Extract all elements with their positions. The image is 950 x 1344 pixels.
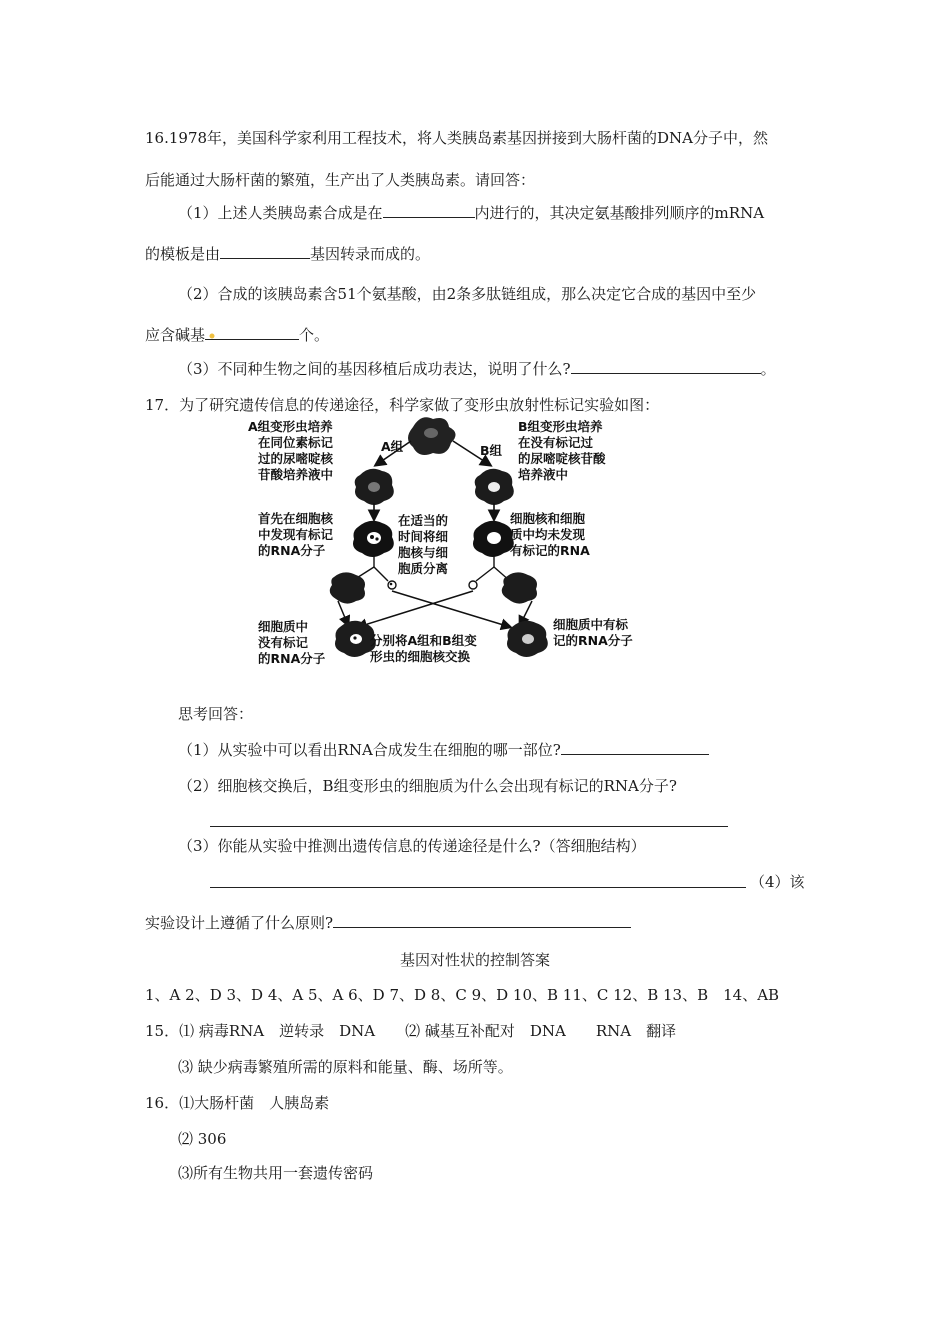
answer-16-line1: 16．⑴大肠杆菌 人胰岛素: [145, 1094, 330, 1112]
amoeba-experiment-diagram: [248, 405, 668, 673]
a-desc-line: 苷酸培养液中: [258, 467, 334, 482]
left-result-label: [258, 619, 326, 666]
a-desc: [248, 419, 334, 482]
answer-15-line1: 15．⑴ 病毒RNA 逆转录 DNA ⑵ 碱基互补配对 DNA RNA 翻译: [145, 1022, 677, 1040]
answers-mc: 1、A 2、D 3、D 4、A 5、A 6、D 7、D 8、C 9、D 10、B 11、C 12、B 13、B 14、AB: [145, 986, 780, 1004]
b-none-line: 质中均未发现: [510, 527, 586, 542]
left-result-line: 的RNA分子: [258, 651, 326, 666]
amoeba-top-icon: [408, 417, 456, 455]
swap-line: 形虫的细胞核交换: [370, 649, 471, 664]
q17-think: 思考回答：: [178, 705, 254, 723]
q16-p2-blank[interactable]: [205, 325, 299, 340]
left-result-line: 细胞质中: [258, 619, 309, 634]
q16-p1-text-c: 的模板是由: [145, 245, 221, 263]
answer-16-line3: ⑶所有生物共用一套遗传密码: [178, 1164, 374, 1182]
q17-p1-blank[interactable]: [561, 740, 709, 755]
b-desc-line: 的尿嘧啶核苷酸: [518, 451, 606, 466]
cursor-mark-icon: [209, 333, 215, 339]
left-result-line: 没有标记: [258, 635, 309, 650]
a-nucleus-line: 中发现有标记: [258, 527, 334, 542]
b-none-label: [510, 511, 590, 558]
q17-p1-text: （1）从实验中可以看出RNA合成发生在细胞的哪一部位?: [178, 741, 561, 759]
q17-part2: （2）细胞核交换后，B组变形虫的细胞质为什么会出现有标记的RNA分子?: [178, 777, 677, 795]
q16-p1-blank1[interactable]: [383, 203, 475, 218]
q16-p1-text-b: 内进行的，其决定氨基酸排列顺序的mRNA: [474, 204, 765, 222]
a-nucleus-dot: [388, 581, 396, 589]
q16-part2-cont: [145, 325, 329, 345]
b-none-line: 有标记的RNA: [510, 543, 590, 558]
answer-15-line2: ⑶ 缺少病毒繁殖所需的原料和能量、酶、场所等。: [178, 1058, 513, 1076]
answer-16-line2: ⑵ 306: [178, 1130, 227, 1148]
answers-title: 基因对性状的控制答案: [399, 951, 550, 969]
a-desc-line: A组变形虫培养: [248, 419, 333, 434]
q17-p2-answer-line[interactable]: [210, 826, 728, 827]
q17-part4: [145, 913, 631, 933]
amoeba-b3-icon: [473, 521, 514, 557]
a-nucleus-line: 首先在细胞核: [258, 511, 334, 526]
b-desc-line: 培养液中: [518, 467, 569, 482]
q16-p2-text-c: 个。: [299, 326, 330, 344]
middle-line: 胞核与细: [398, 545, 449, 560]
swap-label: [370, 633, 477, 664]
q16-p1-blank2[interactable]: [220, 244, 310, 259]
q16-part2: （2）合成的该胰岛素含51个氨基酸，由2条多肽链组成，那么决定它合成的基因中至少: [178, 285, 757, 303]
a-group-label: A组: [381, 439, 404, 454]
q17-intro: 17．为了研究遗传信息的传递途径，科学家做了变形虫放射性标记实验如图：: [145, 396, 660, 414]
q17-p4-blank[interactable]: [333, 913, 631, 928]
b-desc-line: B组变形虫培养: [518, 419, 603, 434]
amoeba-b-cytoplasm-icon: [502, 572, 537, 603]
amoeba-a2-icon: [355, 469, 394, 505]
middle-label: [398, 513, 449, 576]
q16-p3-blank[interactable]: [571, 359, 761, 374]
swap-line: 分别将A组和B组变: [370, 633, 477, 648]
middle-line: 胞质分离: [398, 561, 449, 576]
q16-p3-text-a: （3）不同种生物之间的基因移植后成功表达，说明了什么?: [178, 360, 571, 378]
q16-part1: [178, 203, 764, 223]
a-desc-line: 在同位素标记: [258, 435, 334, 450]
middle-line: 时间将细: [398, 529, 449, 544]
a-desc-line: 过的尿嘧啶核: [258, 451, 334, 466]
right-result-label: [553, 617, 633, 648]
q17-part4-start: （4）该: [750, 873, 805, 891]
q17-p4-text: 实验设计上遵循了什么原则?: [145, 914, 334, 932]
middle-line: 在适当的: [398, 513, 449, 528]
q17-part3: （3）你能从实验中推测出遗传信息的传递途径是什么?（答细胞结构）: [178, 837, 646, 855]
b-none-line: 细胞核和细胞: [510, 511, 586, 526]
q16-part1-cont: [145, 244, 430, 264]
right-result-line: 细胞质中有标: [553, 617, 629, 632]
amoeba-bottom-right-icon: [507, 621, 548, 657]
b-desc-line: 在没有标记过: [518, 435, 594, 450]
a-nucleus-label: [258, 511, 334, 558]
q16-p2-text-b: 应含碱基: [145, 326, 206, 344]
b-group-label: B组: [480, 443, 503, 458]
b-desc: [518, 419, 606, 482]
b-nucleus-dot: [469, 581, 477, 589]
right-result-line: 记的RNA分子: [553, 633, 633, 648]
q16-line1: 16.1978年，美国科学家利用工程技术，将人类胰岛素基因拼接到大肠杆菌的DNA分子中，然: [145, 129, 769, 147]
amoeba-a-cytoplasm-icon: [330, 572, 365, 603]
q16-p3-text-b: 。: [760, 360, 776, 378]
amoeba-b2-icon: [475, 469, 514, 505]
amoeba-a3-icon: [353, 521, 394, 557]
q16-p1-text-a: （1）上述人类胰岛素合成是在: [178, 204, 383, 222]
q16-line2: 后能通过大肠杆菌的繁殖，生产出了人类胰岛素。请回答：: [145, 171, 536, 189]
q16-part3: [178, 359, 776, 379]
q17-part1: [178, 740, 709, 760]
q17-p3-answer-line[interactable]: [210, 887, 746, 888]
q16-p1-text-d: 基因转录而成的。: [310, 245, 431, 263]
a-nucleus-line: 的RNA分子: [258, 543, 326, 558]
